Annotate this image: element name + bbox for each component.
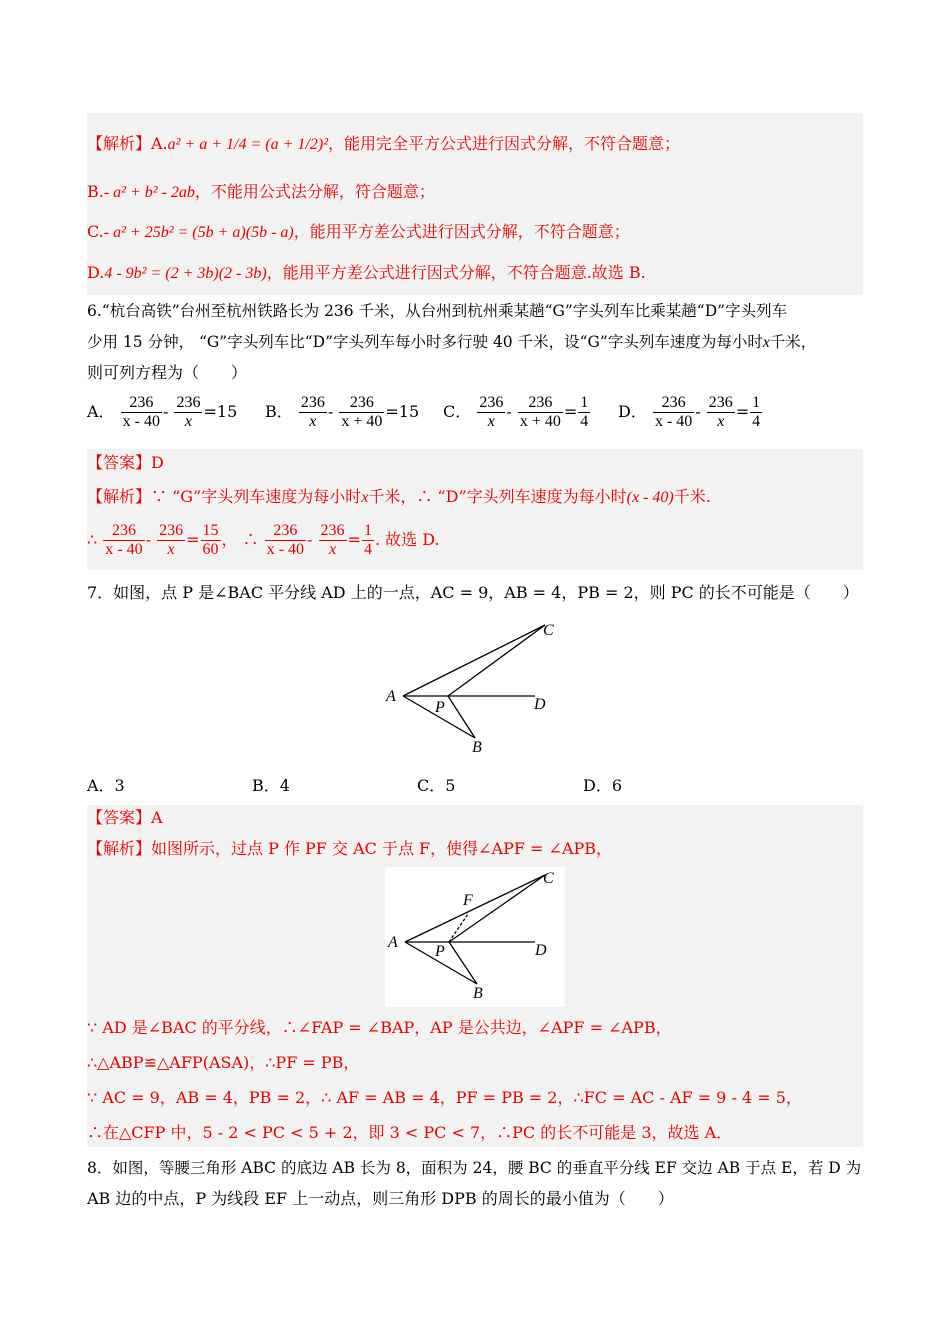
label-p: P xyxy=(435,699,445,716)
label-b: B xyxy=(472,739,482,755)
q7-option-a[interactable]: A．3 xyxy=(87,776,125,795)
q5-a-expression: a² + a + 1/4 = (a + 1/2)² xyxy=(167,136,328,153)
q7-solution-line2: ∴△ABP≌△AFP(ASA)，∴PF = PB， xyxy=(87,1053,360,1072)
segment-pb xyxy=(448,696,475,738)
q6-solution-line1: 【解析】∵ “G”字头列车速度为每小时x千米，∴ “D”字头列车速度为每小时(x - 40)千米. xyxy=(87,487,711,506)
q5-solution-d: D.4 - 9b² = (2 + 3b)(2 - 3b)，能用平方差公式进行因式分解，不符合题意.故选 B. xyxy=(87,263,646,282)
q5-c-expression: - a² + 25b² = (5b + a)(5b - a) xyxy=(103,224,294,241)
q5-solution-b: B.- a² + b² - 2ab，不能用公式法分解，符合题意； xyxy=(87,182,435,201)
label-d: D xyxy=(534,696,546,713)
q6-answer: 【答案】D xyxy=(87,453,164,472)
label-c: C xyxy=(543,622,554,639)
label-d: D xyxy=(535,942,547,959)
q6-stem-line3: 则可列方程为（ ） xyxy=(87,363,248,382)
q7-option-c[interactable]: C．5 xyxy=(417,776,456,795)
q6-solution-line2: ∴ $\frac{236}{x - 40}$ - $\frac{236}{x}$ = $\frac{15}{60}$ ， ∴ $\frac{236}{x - 40}$ - $\frac{236}{x}$ = $\frac{1}{4}$ . 故选 D. xyxy=(87,522,440,558)
q7-option-b[interactable]: B．4 xyxy=(252,776,290,795)
label-c: C xyxy=(543,870,554,887)
q6-option-b[interactable]: B． $\frac{236}{x}$ - $\frac{236}{x + 40}$ =15 xyxy=(265,394,420,430)
q7-stem: 7．如图，点 P 是∠BAC 平分线 AD 上的一点，AC = 9，AB = 4，PB = 2，则 PC 的长不可能是（ ） xyxy=(87,583,859,602)
q6-option-c[interactable]: C． $\frac{236}{x}$ - $\frac{236}{x + 40}$ = $\frac{1}{4}$ xyxy=(443,394,589,430)
q5-solution-c: C.- a² + 25b² = (5b + a)(5b - a)，能用平方差公式进行因式分解，不符合题意； xyxy=(87,222,630,241)
q7-option-d[interactable]: D．6 xyxy=(583,776,623,795)
q7-solution-figure xyxy=(385,867,565,1007)
label-a: A xyxy=(388,934,398,951)
label-a: A xyxy=(386,688,396,705)
segment-ac xyxy=(403,625,545,696)
q7-solution-line3: ∵ AC = 9，AB = 4，PB = 2，∴ AF = AB = 4，PF = PB = 2，∴FC = AC - AF = 9 - 4 = 5， xyxy=(87,1088,802,1107)
q7-solution-line1: ∵ AD 是∠BAC 的平分线，∴∠FAP = ∠BAP，AP 是公共边，∠APF = ∠APB， xyxy=(87,1018,672,1037)
label-f: F xyxy=(463,892,473,909)
q5-d-expression: 4 - 9b² = (2 + 3b)(2 - 3b) xyxy=(104,265,267,282)
q5-b-expression: - a² + b² - 2ab xyxy=(103,184,195,201)
q8-stem-line2: AB 边的中点，P 为线段 EF 上一动点，则三角形 DPB 的周长的最小值为（ ） xyxy=(87,1189,674,1208)
q7-solution-intro: 【解析】如图所示，过点 P 作 PF 交 AC 于点 F，使得∠APF = ∠APB， xyxy=(87,839,613,858)
q7-solution-line4: ∴在△CFP 中，5 - 2 < PC < 5 + 2，即 3 < PC < 7，∴PC 的长不可能是 3，故选 A． xyxy=(87,1123,733,1142)
segment-pc xyxy=(448,625,545,696)
q7-answer: 【答案】A xyxy=(87,808,163,827)
q6-stem-line1: 6.“杭台高铁”台州至杭州铁路长为 236 千米，从台州到杭州乘某趟“G”字头列车比乘某趟“D”字头列车 xyxy=(87,302,788,320)
q7-figure xyxy=(380,615,580,755)
q6-stem-line2: 少用 15 分钟， “G”字头列车比“D”字头列车每小时多行驶 40 千米，设“G”字头列车速度为每小时x千米， xyxy=(87,333,817,351)
label-b: B xyxy=(473,985,483,1002)
q5-solution-a: 【解析】A.a² + a + 1/4 = (a + 1/2)²，能用完全平方公式进行因式分解，不符合题意； xyxy=(87,134,680,153)
q6-option-d[interactable]: D． $\frac{236}{x - 40}$ - $\frac{236}{x}$ = $\frac{1}{4}$ xyxy=(618,394,761,430)
q6-option-a[interactable]: A． $\frac{236}{x - 40}$ - $\frac{236}{x}$ =15 xyxy=(87,394,238,430)
label-p: P xyxy=(435,943,445,960)
q8-stem-line1: 8．如图，等腰三角形 ABC 的底边 AB 长为 8，面积为 24，腰 BC 的垂直平分线 EF 交边 AB 于点 E，若 D 为 xyxy=(87,1159,862,1177)
